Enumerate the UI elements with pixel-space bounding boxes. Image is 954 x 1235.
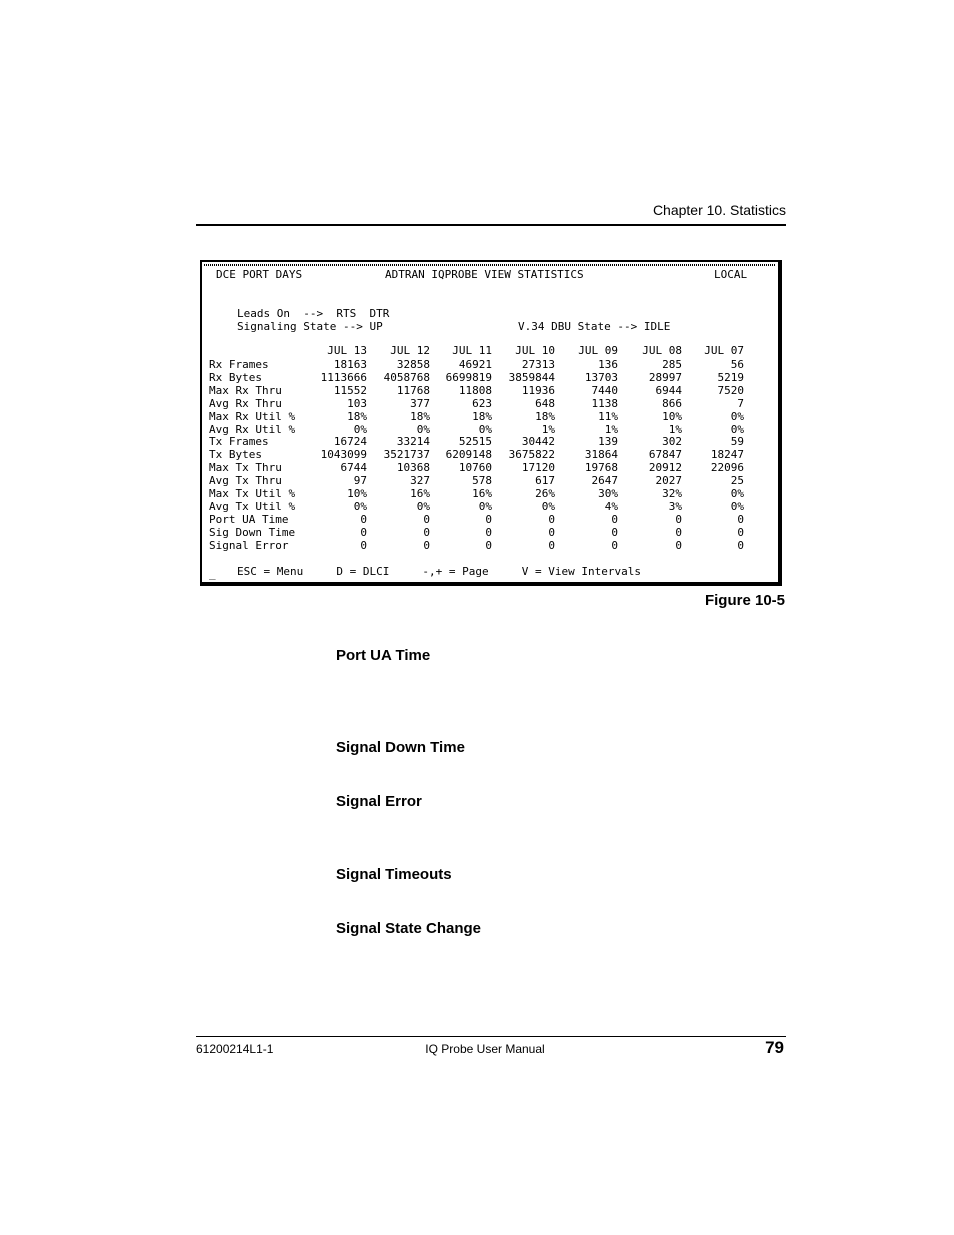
stat-cell: 0 bbox=[548, 539, 555, 552]
stat-cell: 16724 bbox=[333, 435, 367, 448]
stat-cell: 0% bbox=[730, 500, 744, 513]
stat-cell: 33214 bbox=[396, 435, 430, 448]
stat-cell: 0 bbox=[485, 539, 492, 552]
doc-number: 61200214L1-1 bbox=[196, 1042, 274, 1056]
stat-cell: 0 bbox=[611, 513, 618, 526]
stat-cell: 11936 bbox=[521, 384, 555, 397]
section-heading-port-ua-time: Port UA Time bbox=[336, 647, 431, 664]
stat-cell: 20912 bbox=[648, 461, 682, 474]
stat-cell: 22096 bbox=[710, 461, 744, 474]
stat-cell: 18247 bbox=[710, 448, 744, 461]
stat-cell: 18% bbox=[535, 410, 555, 423]
stat-cell: 30442 bbox=[521, 435, 555, 448]
stat-cell: 6699819 bbox=[445, 371, 492, 384]
stat-cell: 10% bbox=[662, 410, 682, 423]
stat-cell: 0 bbox=[360, 539, 367, 552]
row-label: Max Tx Thru bbox=[209, 461, 282, 474]
stat-cell: 27313 bbox=[521, 358, 555, 371]
stat-cell: 0 bbox=[675, 513, 682, 526]
section-heading-signal-down-time: Signal Down Time bbox=[336, 739, 465, 756]
row-label: Signal Error bbox=[209, 539, 289, 552]
stat-cell: 0% bbox=[353, 423, 367, 436]
page-number: 79 bbox=[765, 1038, 784, 1057]
screen-title-left: DCE PORT DAYS bbox=[216, 268, 303, 281]
stat-cell: 17120 bbox=[521, 461, 555, 474]
stat-cell: 1138 bbox=[591, 397, 618, 410]
stat-cell: 6944 bbox=[655, 384, 682, 397]
stat-cell: 52515 bbox=[458, 435, 492, 448]
stat-cell: 26% bbox=[535, 487, 555, 500]
stat-cell: 18% bbox=[347, 410, 367, 423]
stat-cell: 1% bbox=[541, 423, 555, 436]
screen-title-center: ADTRAN IQPROBE VIEW STATISTICS bbox=[385, 268, 584, 281]
stat-cell: 2027 bbox=[655, 474, 682, 487]
stat-cell: 16% bbox=[472, 487, 492, 500]
leads-on-line: Leads On --> RTS DTR bbox=[237, 307, 390, 320]
stat-cell: 1% bbox=[668, 423, 682, 436]
stat-cell: 67847 bbox=[648, 448, 682, 461]
stat-cell: 617 bbox=[535, 474, 555, 487]
stat-cell: 18163 bbox=[333, 358, 367, 371]
stat-cell: 16% bbox=[410, 487, 430, 500]
stat-cell: 0 bbox=[675, 539, 682, 552]
stat-cell: 10368 bbox=[396, 461, 430, 474]
column-header: JUL 11 bbox=[452, 344, 492, 357]
stat-cell: 32858 bbox=[396, 358, 430, 371]
stat-cell: 32% bbox=[662, 487, 682, 500]
stat-cell: 0% bbox=[541, 500, 555, 513]
manual-title: IQ Probe User Manual bbox=[425, 1042, 545, 1056]
stat-cell: 3% bbox=[668, 500, 682, 513]
stat-cell: 0% bbox=[478, 500, 492, 513]
column-header: JUL 08 bbox=[642, 344, 682, 357]
stat-cell: 0 bbox=[675, 526, 682, 539]
stat-cell: 0 bbox=[548, 526, 555, 539]
stat-cell: 0 bbox=[548, 513, 555, 526]
stat-cell: 0% bbox=[416, 423, 430, 436]
stat-cell: 11% bbox=[598, 410, 618, 423]
stat-cell: 11768 bbox=[396, 384, 430, 397]
stat-cell: 139 bbox=[598, 435, 618, 448]
stat-cell: 6209148 bbox=[445, 448, 492, 461]
stat-cell: 3859844 bbox=[508, 371, 555, 384]
stat-cell: 56 bbox=[730, 358, 744, 371]
stat-cell: 30% bbox=[598, 487, 618, 500]
stat-cell: 0 bbox=[611, 539, 618, 552]
stat-cell: 1% bbox=[604, 423, 618, 436]
stat-cell: 623 bbox=[472, 397, 492, 410]
column-header: JUL 12 bbox=[390, 344, 430, 357]
stat-cell: 0 bbox=[423, 526, 430, 539]
stat-cell: 18% bbox=[410, 410, 430, 423]
stat-cell: 377 bbox=[410, 397, 430, 410]
stat-cell: 0 bbox=[611, 526, 618, 539]
row-label: Max Rx Util % bbox=[209, 410, 296, 423]
row-label: Max Tx Util % bbox=[209, 487, 296, 500]
section-heading-signal-timeouts: Signal Timeouts bbox=[336, 866, 452, 883]
section-heading-signal-error: Signal Error bbox=[336, 793, 422, 810]
header-rule bbox=[196, 224, 786, 226]
stat-cell: 11808 bbox=[458, 384, 492, 397]
stat-cell: 0 bbox=[737, 526, 744, 539]
section-heading-signal-state-change: Signal State Change bbox=[336, 920, 482, 937]
row-label: Tx Bytes bbox=[209, 448, 262, 461]
stat-cell: 1113666 bbox=[320, 371, 367, 384]
stat-cell: 136 bbox=[598, 358, 618, 371]
stat-cell: 59 bbox=[730, 435, 744, 448]
row-label: Port UA Time bbox=[209, 513, 289, 526]
screen-title-right: LOCAL bbox=[714, 268, 748, 281]
dbu-state-line: V.34 DBU State --> IDLE bbox=[518, 320, 671, 333]
stat-cell: 0% bbox=[730, 487, 744, 500]
stat-cell: 6744 bbox=[340, 461, 367, 474]
stat-cell: 0% bbox=[730, 423, 744, 436]
stat-cell: 2647 bbox=[591, 474, 618, 487]
stat-cell: 648 bbox=[535, 397, 555, 410]
row-label: Tx Frames bbox=[209, 435, 269, 448]
row-label: Avg Tx Util % bbox=[209, 500, 296, 513]
footer-rule bbox=[196, 1036, 786, 1037]
row-label: Avg Tx Thru bbox=[209, 474, 282, 487]
stat-cell: 0 bbox=[423, 513, 430, 526]
stat-cell: 302 bbox=[662, 435, 682, 448]
stat-cell: 0 bbox=[360, 513, 367, 526]
terminal-cursor: _ bbox=[209, 567, 216, 580]
stat-cell: 327 bbox=[410, 474, 430, 487]
row-label: Rx Frames bbox=[209, 358, 269, 371]
stat-cell: 866 bbox=[662, 397, 682, 410]
stat-cell: 0 bbox=[360, 526, 367, 539]
row-label: Avg Rx Thru bbox=[209, 397, 282, 410]
stat-cell: 0% bbox=[416, 500, 430, 513]
stat-cell: 7520 bbox=[717, 384, 744, 397]
terminal-screenshot bbox=[200, 260, 782, 586]
stat-cell: 5219 bbox=[717, 371, 744, 384]
column-header: JUL 10 bbox=[515, 344, 555, 357]
figure-caption: Figure 10-5 bbox=[704, 592, 785, 609]
column-header: JUL 09 bbox=[578, 344, 618, 357]
stat-cell: 18% bbox=[472, 410, 492, 423]
stat-cell: 11552 bbox=[333, 384, 367, 397]
stat-cell: 31864 bbox=[584, 448, 618, 461]
stat-cell: 28997 bbox=[648, 371, 682, 384]
stat-cell: 0 bbox=[423, 539, 430, 552]
stat-cell: 4% bbox=[604, 500, 618, 513]
chapter-header: Chapter 10. Statistics bbox=[652, 202, 786, 218]
terminal-top-border bbox=[204, 264, 776, 266]
stat-cell: 0 bbox=[737, 513, 744, 526]
stat-cell: 1043099 bbox=[320, 448, 367, 461]
stat-cell: 46921 bbox=[458, 358, 492, 371]
stat-cell: 0 bbox=[485, 513, 492, 526]
stat-cell: 97 bbox=[353, 474, 367, 487]
stat-cell: 25 bbox=[730, 474, 744, 487]
stat-cell: 10% bbox=[347, 487, 367, 500]
stat-cell: 3521737 bbox=[383, 448, 430, 461]
column-header: JUL 13 bbox=[327, 344, 367, 357]
row-label: Sig Down Time bbox=[209, 526, 296, 539]
row-label: Rx Bytes bbox=[209, 371, 262, 384]
stat-cell: 285 bbox=[662, 358, 682, 371]
stat-cell: 10760 bbox=[458, 461, 492, 474]
column-header: JUL 07 bbox=[704, 344, 744, 357]
stat-cell: 19768 bbox=[584, 461, 618, 474]
row-label: Max Rx Thru bbox=[209, 384, 282, 397]
stat-cell: 0 bbox=[737, 539, 744, 552]
stat-cell: 103 bbox=[347, 397, 367, 410]
screen-key-legend: ESC = Menu D = DLCI -,+ = Page V = View Intervals bbox=[237, 565, 641, 578]
signaling-state-line: Signaling State --> UP bbox=[237, 320, 383, 333]
stat-cell: 7440 bbox=[591, 384, 618, 397]
stat-cell: 4058768 bbox=[383, 371, 430, 384]
stat-cell: 578 bbox=[472, 474, 492, 487]
stat-cell: 13703 bbox=[584, 371, 618, 384]
stat-cell: 0% bbox=[478, 423, 492, 436]
row-label: Avg Rx Util % bbox=[209, 423, 296, 436]
stat-cell: 0% bbox=[353, 500, 367, 513]
stat-cell: 3675822 bbox=[508, 448, 555, 461]
stat-cell: 7 bbox=[737, 397, 744, 410]
stat-cell: 0 bbox=[485, 526, 492, 539]
stat-cell: 0% bbox=[730, 410, 744, 423]
